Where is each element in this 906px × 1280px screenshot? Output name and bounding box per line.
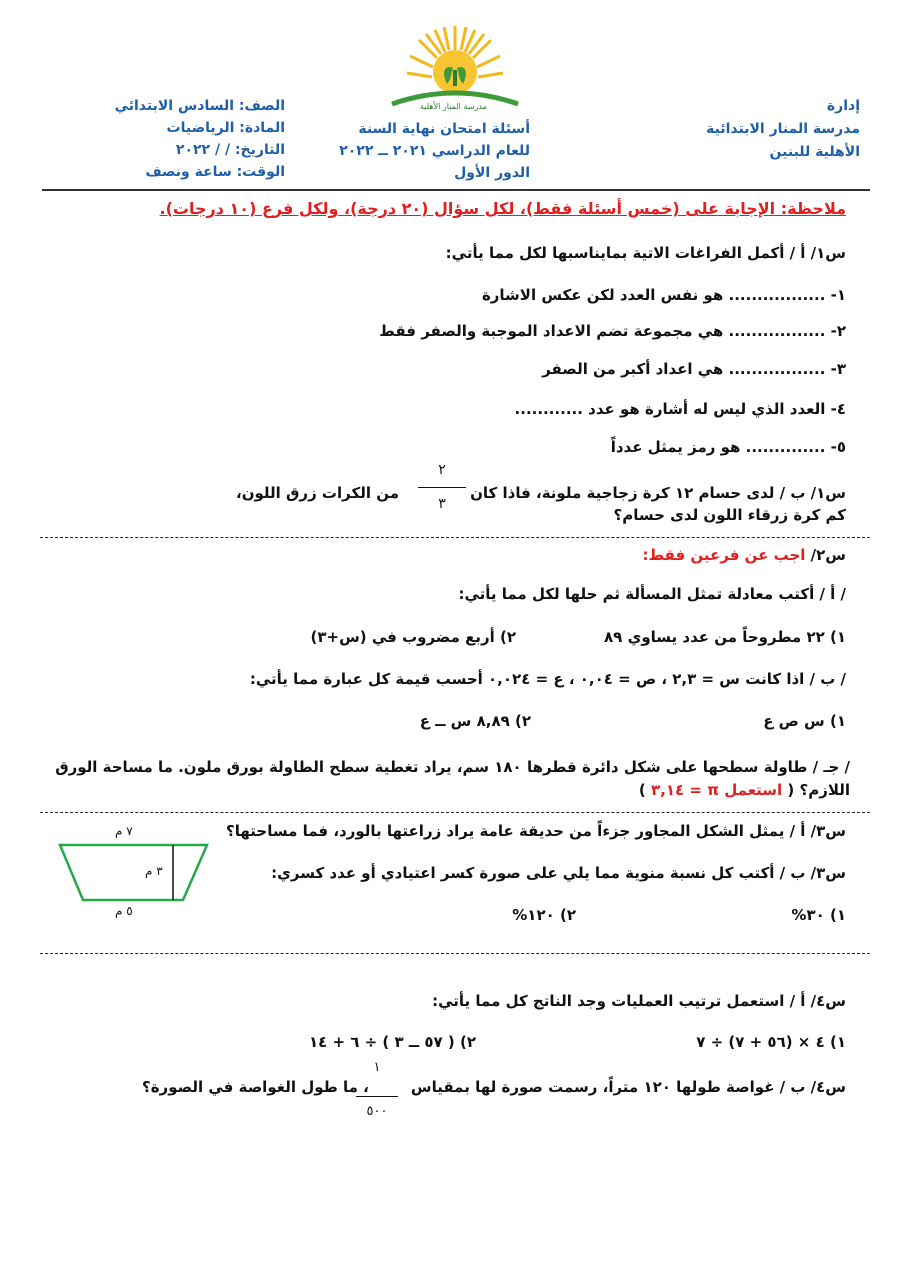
q2-title-prefix: س٢/ bbox=[810, 546, 846, 564]
q4a-item-1: ١) ٤ × (٥٦ + ٧) ÷ ٧ bbox=[696, 1033, 846, 1051]
q1b-fraction-denominator: ٣ bbox=[438, 496, 446, 512]
header-center-line-2: للعام الدراسي ٢٠٢١ ــ ٢٠٢٢ bbox=[339, 143, 530, 159]
q2c-line2-suffix: ) bbox=[638, 781, 646, 799]
exam-note: ملاحظة: الإجابة على (خمس أسئلة فقط)، لكل سؤال (٢٠ درجة)، ولكل فرع (١٠ درجات). bbox=[159, 199, 846, 218]
q3b-text: س٣/ ب / أكتب كل نسبة منوية مما يلي على صورة كسر اعتيادي أو عدد كسري: bbox=[271, 864, 846, 882]
sun-logo-icon bbox=[380, 20, 530, 112]
q3a-text: س٣/ أ / يمثل الشكل المجاور جزءاً من حديقة عامة يراد زراعتها بالورد، فما مساحتها؟ bbox=[226, 822, 846, 840]
q2c-line2-prefix: اللازم؟ ( bbox=[787, 781, 850, 799]
q4a-title: س٤/ أ / استعمل ترتيب العمليات وجد الناتج كل مما يأتي: bbox=[432, 992, 846, 1010]
q1b-part1: س١/ ب / لدى حسام ١٢ كرة زجاجية ملونة، فاذا كان bbox=[470, 484, 846, 502]
header-left-line-2: المادة: الرياضيات bbox=[166, 120, 285, 136]
header-left bbox=[100, 95, 285, 183]
q2c-pi-hint: استعمل π = ٣,١٤ bbox=[650, 781, 783, 799]
header-center bbox=[330, 118, 530, 184]
header-right-line-1: إدارة bbox=[826, 98, 860, 114]
q2-title-red: اجب عن فرعين فقط: bbox=[642, 546, 806, 564]
header-divider bbox=[42, 189, 870, 191]
divider-1 bbox=[40, 537, 870, 538]
q4b-fraction-denominator: ٥٠٠ bbox=[366, 1104, 388, 1119]
school-logo bbox=[380, 20, 530, 112]
header-right bbox=[670, 95, 860, 164]
header-right-line-3: الأهلية للبنين bbox=[769, 144, 860, 160]
fig-label-bottom: ٥ م bbox=[115, 904, 133, 918]
q4b-part1: س٤/ ب / غواصة طولها ١٢٠ متراً، رسمت صورة لها بمقياس bbox=[410, 1078, 846, 1096]
q2a-title: / أ / أكتب معادلة تمثل المسألة ثم حلها لكل مما يأتي: bbox=[458, 585, 846, 603]
header-right-line-2: مدرسة المنار الابتدائية bbox=[706, 121, 860, 137]
trapezoid-shape-icon bbox=[55, 818, 215, 928]
logo-text: مدرسة المنار الأهلية bbox=[420, 102, 487, 111]
q1a-item-1: ١- ................. هو نفس العدد لكن عكس الاشارة bbox=[481, 286, 846, 304]
fig-label-top: ٧ م bbox=[115, 824, 133, 838]
fraction-bar bbox=[356, 1096, 398, 1097]
divider-3 bbox=[40, 953, 870, 954]
q1a-title: س١/ أ / أكمل الفراغات الاتية بمايناسبها لكل مما يأتي: bbox=[445, 244, 846, 262]
q1b-part2: من الكرات زرق اللون، bbox=[236, 484, 399, 502]
q2b-item-2: ٢) ٨,٨٩ س ــ ع bbox=[419, 712, 531, 730]
q2c-line1: / جـ / طاولة سطحها على شكل دائرة قطرها ١٨٠ سم، يراد تغطية سطح الطاولة بورق ملون. ما مساحة الورق bbox=[55, 758, 850, 776]
fig-label-height: ٣ م bbox=[145, 864, 163, 878]
q1a-item-5: ٥- .............. هو رمز يمثل عدداً bbox=[610, 438, 846, 456]
q2b-item-1: ١) س ص ع bbox=[763, 712, 846, 730]
q2-title bbox=[642, 546, 846, 564]
q1a-item-4: ٤- العدد الذي ليس له أشارة هو عدد ............ bbox=[514, 400, 846, 418]
header-left-line-1: الصف: السادس الابتدائي bbox=[114, 98, 285, 114]
q1b-line2: كم كرة زرقاء اللون لدى حسام؟ bbox=[613, 506, 846, 524]
q3b-item-1: ١) ٣٠% bbox=[791, 906, 846, 924]
header-center-line-3: الدور الأول bbox=[454, 165, 530, 181]
header-left-line-4: الوقت: ساعة ونصف bbox=[145, 164, 285, 180]
q4a-item-2: ٢) ( ٥٧ ــ ٣ ) ÷ ٦ + ١٤ bbox=[308, 1033, 476, 1051]
trapezoid-figure bbox=[55, 818, 215, 928]
q1b-fraction bbox=[412, 462, 472, 514]
q2a-item-2: ٢) أربع مضروب في (س+٣) bbox=[310, 628, 516, 646]
divider-2 bbox=[40, 812, 870, 813]
fraction-bar bbox=[418, 487, 466, 488]
q4b-part2: ، ما طول الغواصة في الصورة؟ bbox=[142, 1078, 369, 1096]
q1b-fraction-numerator: ٢ bbox=[438, 462, 446, 478]
q2a-item-1: ١) ٢٢ مطروحاً من عدد يساوي ٨٩ bbox=[604, 628, 846, 646]
q4b-fraction-numerator: ١ bbox=[373, 1060, 381, 1075]
q1a-item-2: ٢- ................. هي مجموعة تضم الاعداد الموجبة والصفر فقط bbox=[379, 322, 846, 340]
q3b-item-2: ٢) ١٢٠% bbox=[512, 906, 576, 924]
header-center-line-1: أسئلة امتحان نهاية السنة bbox=[358, 121, 530, 137]
header-left-line-3: التاريخ: / / ٢٠٢٢ bbox=[175, 142, 285, 158]
q1a-item-3: ٣- ................. هي اعداد أكبر من الصفر bbox=[542, 360, 846, 378]
q2b-title: / ب / اذا كانت س = ٢,٣ ، ص = ٠,٠٤ ، ع = ٠,٠٢٤ أحسب قيمة كل عبارة مما يأتي: bbox=[249, 670, 846, 688]
q2c-line2 bbox=[639, 781, 850, 799]
